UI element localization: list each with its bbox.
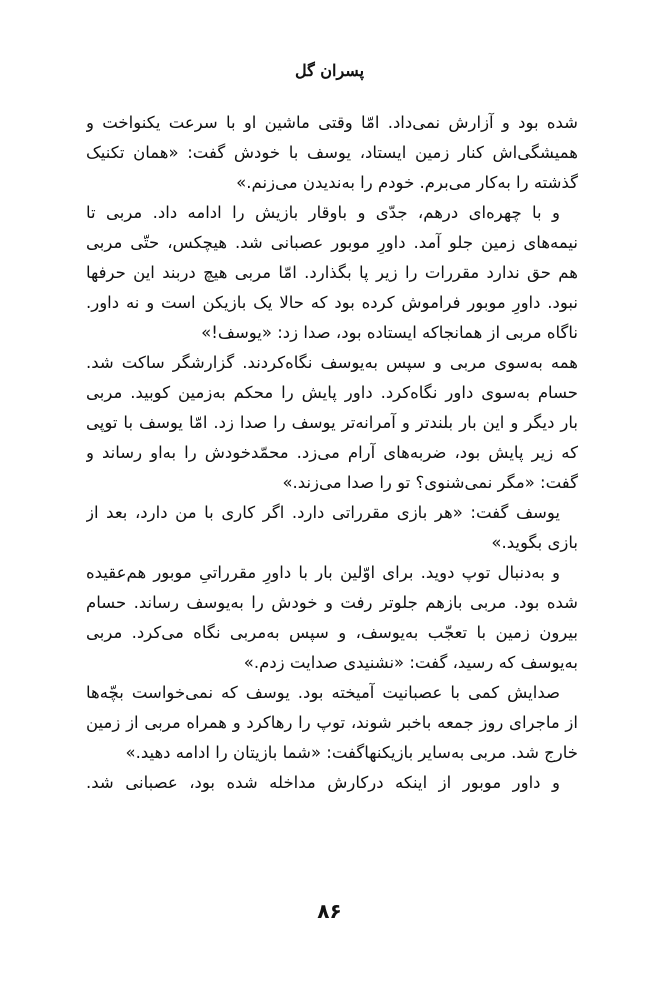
- text-line: گذشته را به‌کار می‌برم. خودم را به‌ندیدن می‌زنم.»: [236, 173, 578, 192]
- text-line: که زیر پایش بود، ضربه‌های آرام می‌زد. محمّدخودش را به‌او رساند و: [86, 443, 578, 462]
- text-line: ناگاه مربی از همانجاکه ایستاده بود، صدا زد: «یوسف!»: [201, 323, 578, 342]
- text-line: شده بود و آزارش نمی‌داد. امّا وقتی ماشین او با سرعت یکنواخت و: [86, 113, 578, 132]
- page-number: ۸۶: [317, 899, 342, 923]
- text-line: نبود. داورِ موبور فراموش کرده بود که حالا یک بازیکن است و نه داور.: [86, 293, 578, 312]
- text-line: و به‌دنبال توپ دوید. برای اوّلین بار با داورِ مقرراتیِ موبور هم‌عقیده: [86, 563, 560, 582]
- text-line: بازی بگوید.»: [491, 533, 578, 552]
- text-line: حسام به‌سوی داور نگاه‌کرد. داور پایش را محکم به‌زمین کوبید. مربی: [86, 383, 578, 402]
- text-line: همه به‌سوی مربی و سپس به‌یوسف نگاه‌کردند. گزارشگر ساکت شد.: [86, 353, 578, 372]
- body-text: [86, 108, 578, 798]
- text-line: به‌یوسف که رسید، گفت: «نشنیدی صدایت زدم.»: [243, 653, 578, 672]
- text-line: خارج شد. مربی به‌سایر بازیکنهاگفت: «شما بازیتان را ادامه دهید.»: [125, 743, 578, 762]
- text-line: نیمه‌های زمین جلو آمد. داورِ موبور عصبانی شد. هیچکس، حتّی مربی: [86, 233, 578, 252]
- text-line: بیرون زمین با تعجّب به‌یوسف، و سپس به‌مربی نگاه می‌کرد. مربی: [86, 623, 578, 642]
- text-line: یوسف گفت: «هر بازی مقرراتی دارد. اگر کاری با من دارد، بعد از: [86, 503, 560, 522]
- text-line: از ماجرای روز جمعه باخبر شوند، توپ را رهاکرد و همراه مربی از زمین: [86, 713, 578, 732]
- text-line: شده بود. مربی بازهم جلوتر رفت و خودش را به‌یوسف رساند. حسام: [86, 593, 578, 612]
- running-head: پسران گل: [294, 61, 365, 80]
- text-line: همیشگی‌اش کنار زمین ایستاد، یوسف با خودش گفت: «همان تکنیک: [86, 143, 578, 162]
- text-line: صدایش کمی با عصبانیت آمیخته بود. یوسف که نمی‌خواست بچّه‌ها: [86, 683, 560, 702]
- text-line: و داور موبور از اینکه درکارش مداخله شده بود، عصبانی شد.: [86, 773, 560, 792]
- text-line: هم حق ندارد مقررات را زیر پا بگذارد. امّا مربی هیچ دربند این حرفها: [86, 263, 578, 282]
- text-line: بار دیگر و این بار بلندتر و آمرانه‌تر یوسف را صدا زد. امّا یوسف با توپی: [86, 413, 578, 432]
- text-line: و با چهره‌ای درهم، جدّی و باوقار بازیش را ادامه داد. مربی تا: [86, 203, 560, 222]
- text-line: گفت: «مگر نمی‌شنوی؟ تو را صدا می‌زند.»: [282, 473, 578, 492]
